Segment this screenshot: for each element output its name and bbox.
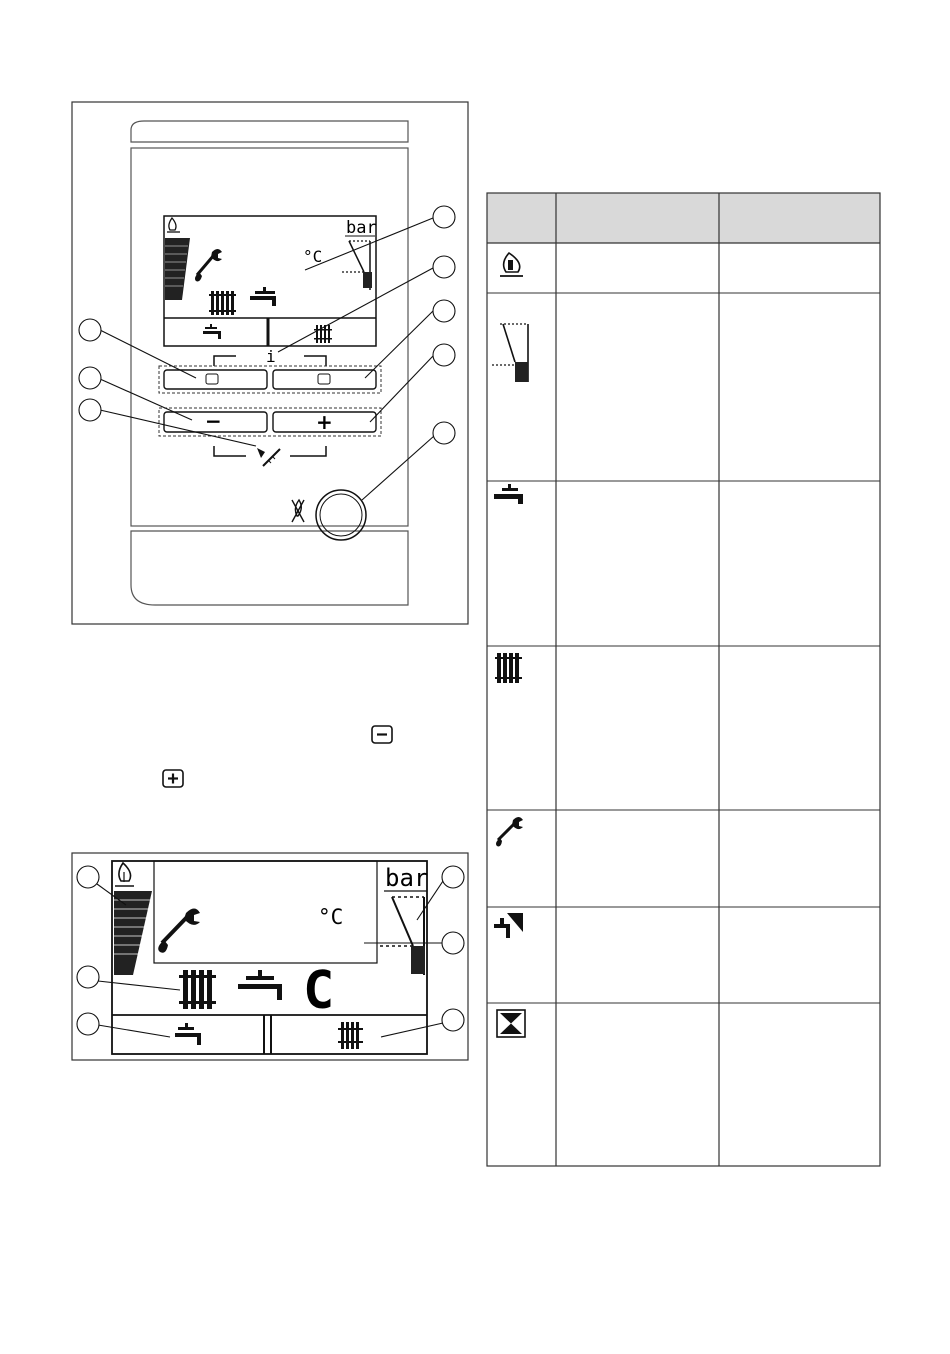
flame-icon bbox=[167, 218, 180, 232]
callout-line bbox=[381, 1023, 443, 1037]
radiator-icon bbox=[209, 291, 236, 315]
tap-off-icon bbox=[494, 912, 523, 938]
burner-output-bar bbox=[165, 238, 190, 300]
minus-key-icon bbox=[372, 726, 392, 743]
panel-bottom-cover bbox=[131, 531, 408, 605]
radiator-icon bbox=[495, 653, 522, 683]
callout-circle bbox=[433, 256, 455, 278]
table-row-dividers bbox=[487, 293, 880, 1003]
callout-line bbox=[278, 268, 433, 352]
radiator-icon bbox=[179, 970, 216, 1009]
callout-circle bbox=[433, 422, 455, 444]
right-soft-key[interactable] bbox=[273, 370, 376, 389]
flame-icon bbox=[500, 253, 523, 276]
callout-circle bbox=[79, 319, 101, 341]
plus-key-icon bbox=[163, 770, 183, 787]
burner-output-bar bbox=[114, 891, 152, 975]
lcd-pressure-unit: bar bbox=[346, 218, 377, 238]
left-soft-key-icon bbox=[206, 374, 218, 384]
callout-line bbox=[100, 410, 256, 446]
flame-icon bbox=[115, 863, 134, 886]
callout-circle bbox=[77, 866, 99, 888]
flame-power-icon bbox=[292, 500, 304, 522]
callout-line bbox=[98, 1025, 170, 1037]
status-code: C bbox=[303, 961, 335, 1021]
hot-water-key-icon bbox=[175, 1023, 201, 1045]
callout-line bbox=[100, 330, 196, 378]
callout-circle bbox=[77, 1013, 99, 1035]
wrench-icon bbox=[158, 909, 200, 953]
wrench-icon bbox=[496, 817, 523, 846]
lcd-display bbox=[164, 216, 377, 346]
callout-line bbox=[100, 379, 192, 420]
callout-line bbox=[362, 436, 434, 500]
minus-label: − bbox=[205, 409, 222, 433]
callout-line bbox=[98, 981, 180, 990]
callout-circle bbox=[442, 1009, 464, 1031]
plus-label: + bbox=[316, 410, 333, 434]
lcd-detail-figure bbox=[72, 853, 468, 1060]
callout-circle bbox=[433, 300, 455, 322]
info-label: i bbox=[266, 347, 276, 366]
table-header bbox=[487, 193, 880, 243]
wrench-icon bbox=[195, 249, 222, 281]
callout-circle bbox=[77, 966, 99, 988]
heating-key-icon bbox=[338, 1022, 363, 1049]
pressure-gauge-icon bbox=[492, 324, 528, 382]
callout-line bbox=[365, 311, 433, 378]
lcd-pressure-unit: bar bbox=[385, 864, 429, 892]
lcd-temp-unit: °C bbox=[318, 905, 344, 929]
callout-circle bbox=[433, 206, 455, 228]
panel-top-strip bbox=[131, 121, 408, 142]
lcd-outline bbox=[112, 861, 427, 1054]
callout-circle bbox=[79, 367, 101, 389]
control-panel-figure bbox=[72, 102, 468, 624]
callout-circle bbox=[79, 399, 101, 421]
power-knob[interactable] bbox=[316, 490, 366, 540]
hot-water-tap-icon bbox=[250, 287, 276, 306]
hot-water-tap-icon bbox=[494, 484, 523, 504]
callout-circle bbox=[442, 866, 464, 888]
hourglass-icon bbox=[497, 1010, 525, 1037]
hot-water-key-icon bbox=[203, 324, 221, 339]
symbol-table bbox=[487, 193, 880, 1166]
hot-water-tap-icon bbox=[238, 970, 282, 1000]
pressure-gauge-icon bbox=[380, 897, 425, 975]
callout-circle bbox=[433, 344, 455, 366]
right-soft-key-icon bbox=[318, 374, 330, 384]
callout-circle bbox=[442, 932, 464, 954]
lcd-temp-unit: °C bbox=[303, 247, 323, 266]
left-soft-key[interactable] bbox=[164, 370, 267, 389]
